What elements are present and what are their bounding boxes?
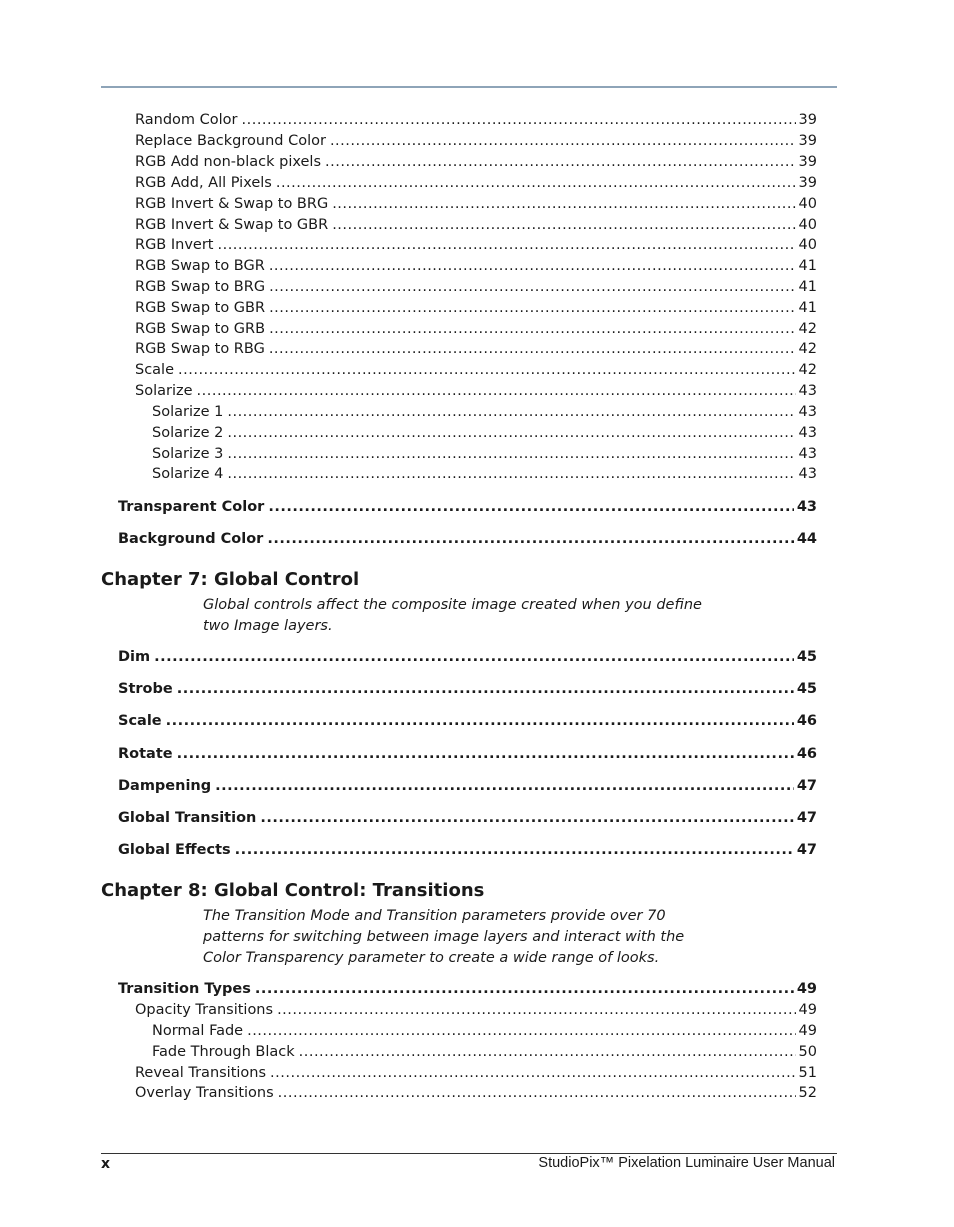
toc-entry-label: Dim bbox=[118, 649, 151, 665]
toc-entry-page: 39 bbox=[798, 175, 817, 191]
toc-entry[interactable] bbox=[135, 1002, 817, 1022]
chapter-7-title: Chapter 7: Global Control bbox=[101, 569, 360, 590]
toc-entry-page: 39 bbox=[798, 112, 817, 128]
toc-leader-dots bbox=[270, 1065, 796, 1081]
toc-entry[interactable] bbox=[118, 713, 817, 733]
toc-entry[interactable] bbox=[118, 746, 817, 766]
toc-leader-dots bbox=[215, 778, 794, 794]
toc-entry-label: Solarize 2 bbox=[152, 425, 224, 441]
toc-entry-label: Random Color bbox=[135, 112, 238, 128]
toc-entry-label: Global Effects bbox=[118, 842, 231, 858]
toc-entry-page: 52 bbox=[798, 1085, 817, 1101]
toc-leader-dots bbox=[178, 362, 796, 378]
toc-entry[interactable] bbox=[135, 383, 817, 403]
toc-entry-page: 41 bbox=[798, 300, 817, 316]
toc-leader-dots bbox=[255, 981, 794, 997]
toc-entry[interactable] bbox=[152, 1023, 817, 1043]
toc-entry-label: RGB Invert & Swap to GBR bbox=[135, 217, 329, 233]
toc-leader-dots bbox=[166, 713, 794, 729]
chapter-8-description-line: patterns for switching between image layers and interact with the bbox=[203, 929, 685, 945]
toc-entry-label: Normal Fade bbox=[152, 1023, 244, 1039]
header-rule bbox=[101, 86, 837, 88]
toc-leader-dots bbox=[227, 404, 795, 420]
toc-entry-page: 43 bbox=[798, 404, 817, 420]
toc-entry-label: Opacity Transitions bbox=[135, 1002, 274, 1018]
chapter-7-description bbox=[203, 595, 733, 637]
toc-entry[interactable] bbox=[135, 112, 817, 132]
toc-leader-dots bbox=[217, 237, 795, 253]
toc-entry-page: 47 bbox=[796, 810, 817, 826]
toc-leader-dots bbox=[269, 279, 795, 295]
toc-entry-page: 45 bbox=[796, 681, 817, 697]
toc-entry-page: 49 bbox=[798, 1002, 817, 1018]
toc-entry-page: 43 bbox=[798, 466, 817, 482]
toc-entry-page: 49 bbox=[796, 981, 817, 997]
toc-entry[interactable] bbox=[152, 446, 817, 466]
toc-leader-dots bbox=[154, 649, 794, 665]
toc-entry-page: 39 bbox=[798, 133, 817, 149]
page-number: x bbox=[101, 1156, 111, 1172]
manual-title: StudioPix™ Pixelation Luminaire User Manual bbox=[538, 1155, 835, 1171]
toc-entry-label: Solarize bbox=[135, 383, 193, 399]
toc-entry[interactable] bbox=[118, 531, 817, 551]
toc-entry-page: 40 bbox=[798, 196, 817, 212]
toc-entry[interactable] bbox=[135, 300, 817, 320]
toc-entry[interactable] bbox=[118, 649, 817, 669]
toc-entry-label: Reveal Transitions bbox=[135, 1065, 267, 1081]
footer-rule bbox=[101, 1153, 837, 1154]
chapter-8-description-line: Color Transparency parameter to create a wide range of looks. bbox=[203, 950, 660, 966]
toc-entry-label: Transition Types bbox=[118, 981, 251, 997]
toc-entry-label: Transparent Color bbox=[118, 499, 265, 515]
toc-entry-label: RGB Swap to GBR bbox=[135, 300, 266, 316]
toc-entry-label: RGB Swap to BGR bbox=[135, 258, 265, 274]
toc-entry[interactable] bbox=[135, 217, 817, 237]
toc-entry-label: RGB Swap to RBG bbox=[135, 341, 265, 357]
toc-leader-dots bbox=[277, 1002, 795, 1018]
toc-entry-label: Background Color bbox=[118, 531, 264, 547]
toc-entry[interactable] bbox=[152, 1044, 817, 1064]
toc-entry-page: 45 bbox=[796, 649, 817, 665]
toc-entry-page: 41 bbox=[798, 279, 817, 295]
toc-leader-dots bbox=[260, 810, 793, 826]
toc-entry-page: 44 bbox=[796, 531, 817, 547]
toc-entry-label: Rotate bbox=[118, 746, 173, 762]
toc-entry-label: Fade Through Black bbox=[152, 1044, 295, 1060]
toc-entry-page: 42 bbox=[798, 362, 817, 378]
toc-entry-page: 39 bbox=[798, 154, 817, 170]
toc-entry[interactable] bbox=[135, 1065, 817, 1085]
toc-entry-page: 50 bbox=[798, 1044, 817, 1060]
toc-entry[interactable] bbox=[135, 237, 817, 257]
toc-leader-dots bbox=[177, 681, 794, 697]
toc-entry-page: 40 bbox=[798, 237, 817, 253]
toc-leader-dots bbox=[247, 1023, 795, 1039]
toc-entry-page: 46 bbox=[796, 713, 817, 729]
toc-leader-dots bbox=[227, 425, 795, 441]
toc-leader-dots bbox=[197, 383, 796, 399]
toc-leader-dots bbox=[332, 217, 795, 233]
toc-entry[interactable] bbox=[135, 362, 817, 382]
toc-leader-dots bbox=[227, 446, 795, 462]
toc-leader-dots bbox=[325, 154, 796, 170]
toc-entry-page: 41 bbox=[798, 258, 817, 274]
chapter-7-description-line: two Image layers. bbox=[203, 618, 333, 634]
toc-entry-label: Global Transition bbox=[118, 810, 257, 826]
chapter-7-description-line: Global controls affect the composite image created when you define bbox=[203, 597, 702, 613]
toc-entry[interactable] bbox=[135, 196, 817, 216]
toc-entry[interactable] bbox=[135, 154, 817, 174]
toc-leader-dots bbox=[235, 842, 794, 858]
toc-entry-page: 49 bbox=[798, 1023, 817, 1039]
chapter-8-title: Chapter 8: Global Control: Transitions bbox=[101, 880, 485, 901]
toc-leader-dots bbox=[227, 466, 795, 482]
toc-entry-label: Dampening bbox=[118, 778, 212, 794]
toc-entry-page: 43 bbox=[798, 446, 817, 462]
toc-entry-label: Solarize 3 bbox=[152, 446, 224, 462]
toc-entry-label: RGB Invert bbox=[135, 237, 214, 253]
toc-leader-dots bbox=[269, 341, 796, 357]
toc-entry[interactable] bbox=[152, 404, 817, 424]
toc-entry-page: 42 bbox=[798, 321, 817, 337]
toc-entry-label: Scale bbox=[118, 713, 162, 729]
toc-entry[interactable] bbox=[118, 981, 817, 1001]
toc-entry[interactable] bbox=[152, 425, 817, 445]
toc-entry-page: 43 bbox=[798, 425, 817, 441]
toc-entry-page: 46 bbox=[796, 746, 817, 762]
toc-entry-page: 47 bbox=[796, 842, 817, 858]
toc-entry[interactable] bbox=[118, 499, 817, 519]
toc-entry[interactable] bbox=[118, 810, 817, 830]
toc-entry-label: RGB Add, All Pixels bbox=[135, 175, 272, 191]
toc-leader-dots bbox=[330, 133, 796, 149]
toc-leader-dots bbox=[269, 300, 795, 316]
toc-entry-label: Scale bbox=[135, 362, 175, 378]
toc-entry[interactable] bbox=[135, 321, 817, 341]
toc-leader-dots bbox=[332, 196, 795, 212]
toc-entry-label: RGB Swap to GRB bbox=[135, 321, 266, 337]
toc-entry[interactable] bbox=[118, 681, 817, 701]
toc-leader-dots bbox=[177, 746, 794, 762]
toc-entry[interactable] bbox=[135, 279, 817, 299]
toc-entry-label: Replace Background Color bbox=[135, 133, 326, 149]
toc-entry[interactable] bbox=[135, 1085, 817, 1105]
toc-entry[interactable] bbox=[135, 341, 817, 361]
toc-entry-label: RGB Invert & Swap to BRG bbox=[135, 196, 329, 212]
toc-entry-label: Strobe bbox=[118, 681, 173, 697]
toc-leader-dots bbox=[269, 258, 796, 274]
toc-entry[interactable] bbox=[135, 258, 817, 278]
toc-entry-page: 47 bbox=[796, 778, 817, 794]
toc-entry-page: 43 bbox=[796, 499, 817, 515]
toc-entry-page: 40 bbox=[798, 217, 817, 233]
toc-leader-dots bbox=[242, 112, 796, 128]
toc-entry-label: RGB Add non-black pixels bbox=[135, 154, 322, 170]
toc-leader-dots bbox=[268, 499, 793, 515]
toc-entry[interactable] bbox=[135, 175, 817, 195]
toc-entry[interactable] bbox=[152, 466, 817, 486]
toc-leader-dots bbox=[269, 321, 795, 337]
toc-entry[interactable] bbox=[118, 778, 817, 798]
toc-entry-label: Solarize 4 bbox=[152, 466, 224, 482]
toc-entry-label: Overlay Transitions bbox=[135, 1085, 274, 1101]
toc-entry-label: Solarize 1 bbox=[152, 404, 224, 420]
chapter-8-description-line: The Transition Mode and Transition parameters provide over 70 bbox=[203, 908, 666, 924]
toc-entry-page: 42 bbox=[798, 341, 817, 357]
chapter-8-description bbox=[203, 906, 733, 969]
toc-leader-dots bbox=[299, 1044, 796, 1060]
toc-leader-dots bbox=[267, 531, 793, 547]
toc-entry-page: 43 bbox=[798, 383, 817, 399]
toc-entry-label: RGB Swap to BRG bbox=[135, 279, 266, 295]
toc-entry[interactable] bbox=[135, 133, 817, 153]
toc-entry-page: 51 bbox=[798, 1065, 817, 1081]
toc-leader-dots bbox=[276, 175, 796, 191]
toc-entry[interactable] bbox=[118, 842, 817, 862]
toc-leader-dots bbox=[278, 1085, 796, 1101]
